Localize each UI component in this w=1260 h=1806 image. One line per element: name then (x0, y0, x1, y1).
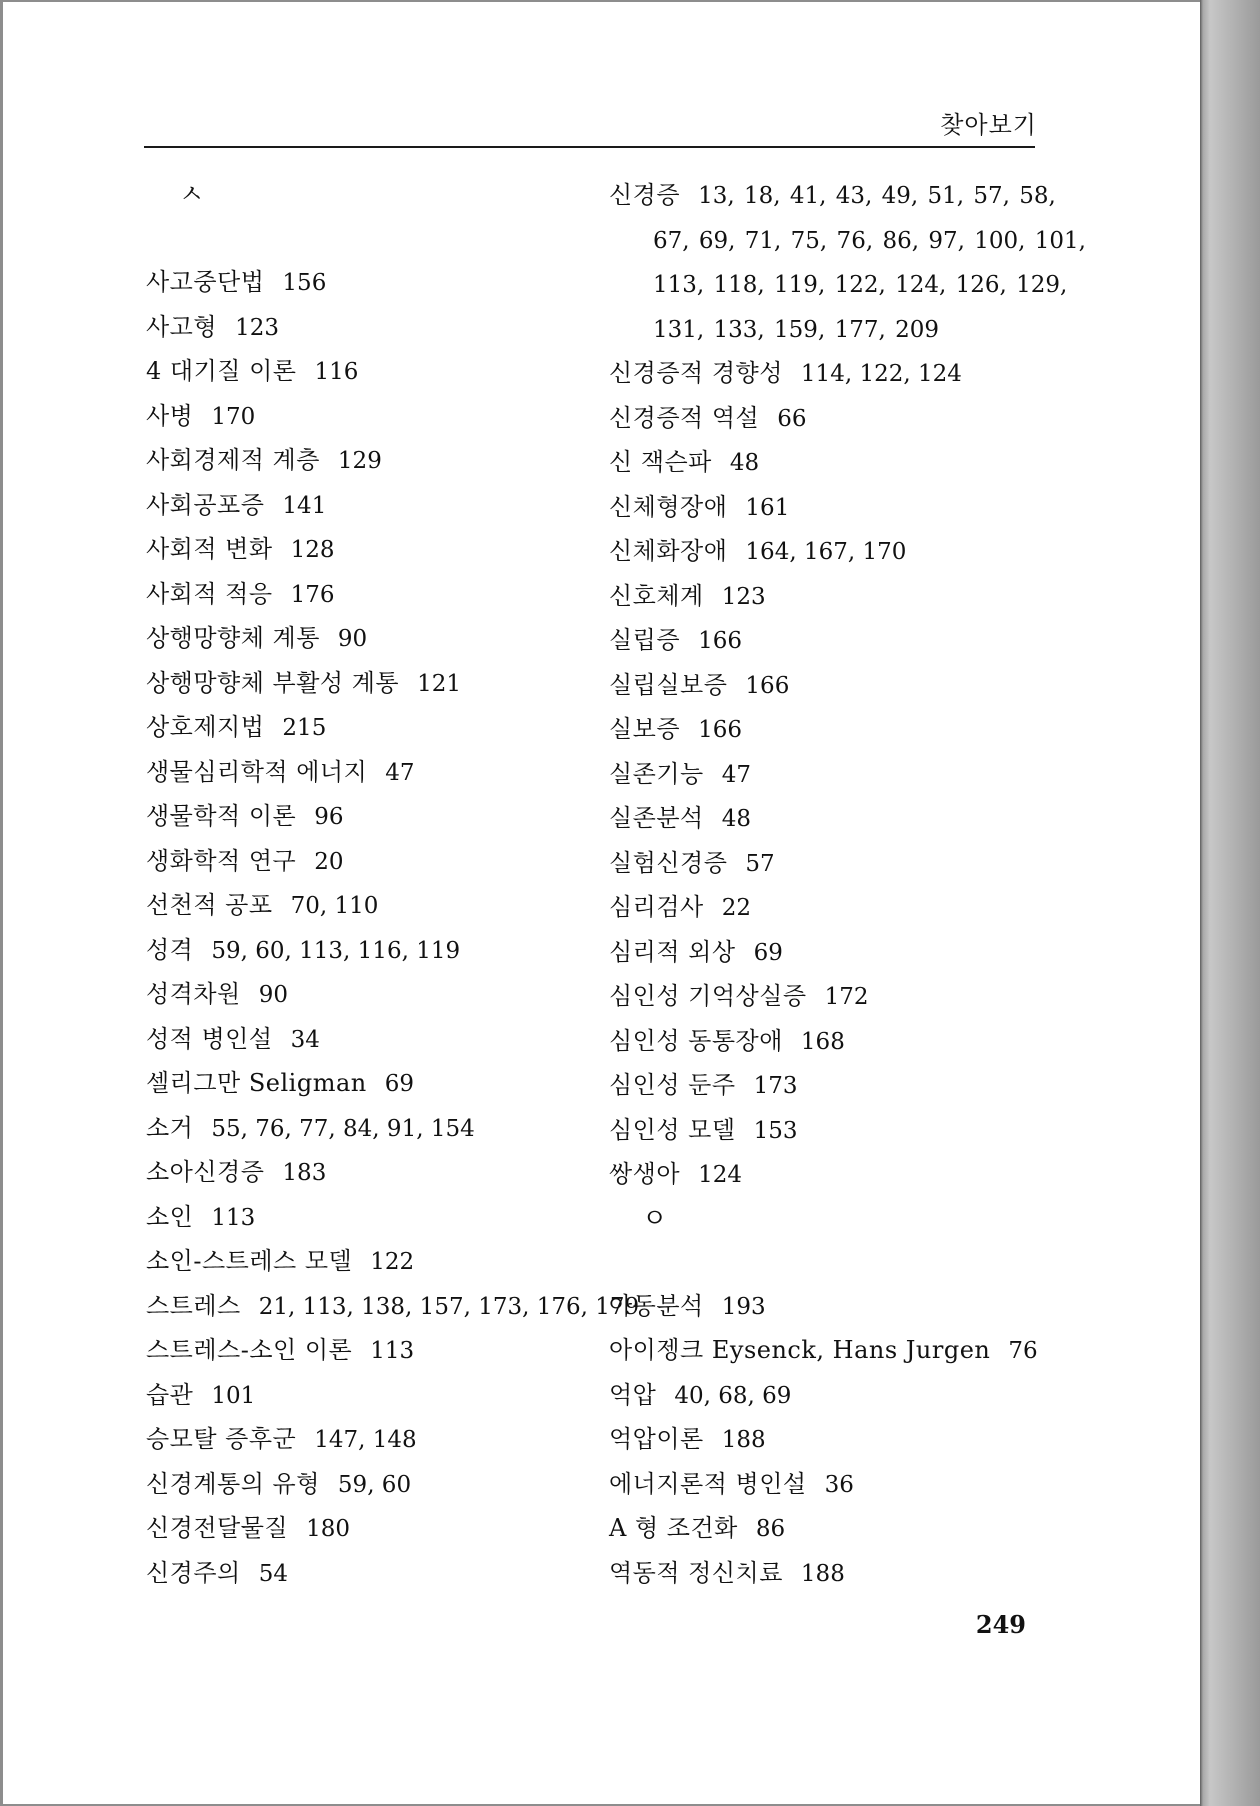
entry-term: 선천적 공포 (146, 891, 273, 919)
index-entry (609, 886, 1069, 931)
index-entry (609, 352, 1069, 397)
index-entry (146, 439, 606, 484)
entry-pages: 70, 110 (290, 893, 379, 919)
entry-term: 사회경제적 계층 (146, 446, 320, 474)
entry-term: 사병 (146, 401, 194, 430)
running-head: 찾아보기 (940, 111, 1037, 139)
entry-list-right (609, 352, 1069, 1198)
entry-term: 상행망향체 부활성 계통 (146, 668, 400, 697)
entry-term: 소인 (146, 1202, 194, 1231)
entry-pages: 59, 60, 113, 116, 119 (211, 937, 461, 964)
entry-term: 상행망향체 계통 (146, 624, 320, 652)
entry-term: 신호체계 (609, 581, 704, 610)
index-entry (146, 395, 606, 440)
entry-term: 억압 (609, 1380, 657, 1409)
index-entry (609, 708, 1069, 753)
entry-pages: 36 (824, 1471, 854, 1498)
entry-pages: 166 (745, 672, 790, 699)
entry-pages: 54 (258, 1560, 289, 1587)
entry-pages: 48 (721, 806, 752, 832)
index-entry (146, 484, 606, 529)
entry-pages: 128 (290, 537, 335, 563)
section-heading-siot: ㅅ (179, 180, 205, 210)
entry-pages: 123 (721, 583, 766, 610)
entry-term: 신체화장애 (609, 537, 728, 565)
entry-term: 실보증 (609, 715, 681, 743)
entry-pages: 161 (745, 494, 790, 521)
entry-term: A 형 조건화 (609, 1514, 738, 1542)
entry-pages: 76 (1008, 1338, 1038, 1364)
header-rule (144, 146, 1035, 148)
entry-term: 신 잭슨파 (609, 448, 712, 476)
index-entry (146, 1151, 606, 1196)
index-entry (146, 929, 606, 974)
entry-pages: 141 (282, 492, 327, 519)
index-entry (146, 795, 606, 840)
entry-term: 심리적 외상 (609, 937, 736, 966)
index-entry (609, 1507, 1069, 1552)
index-entry (146, 751, 606, 796)
index-entry (146, 617, 606, 662)
entry-pages: 173 (753, 1073, 798, 1099)
entry-pages: 176 (290, 581, 335, 608)
entry-pages: 101 (211, 1382, 256, 1409)
entry-pages: 188 (800, 1560, 845, 1587)
entry-pages: 124 (698, 1162, 742, 1188)
index-entry (146, 840, 606, 885)
entry-pages: 69 (753, 939, 783, 966)
index-entry (609, 1285, 1069, 1330)
index-entry (146, 573, 606, 618)
entry-pages: 113 (370, 1338, 415, 1364)
entry-term: 심인성 모델 (609, 1115, 736, 1144)
entry-term: 승모탈 증후군 (146, 1425, 297, 1453)
entry-pages: 147, 148 (314, 1427, 417, 1453)
book-page (3, 2, 1200, 1804)
entry-term: 사회공포증 (146, 490, 265, 519)
index-entry (609, 1064, 1069, 1109)
entry-term: 신경전달물질 (146, 1514, 289, 1542)
index-entry (146, 1463, 606, 1508)
entry-term: 소아신경증 (146, 1158, 265, 1186)
entry-term: 사회적 적응 (146, 579, 273, 608)
entry-pages: 215 (282, 715, 327, 741)
entry-pages: 57 (745, 850, 775, 877)
entry-pages: 47 (385, 759, 415, 786)
index-entry (146, 973, 606, 1018)
entry-term: 생물학적 이론 (146, 802, 297, 830)
entry-pages: 90 (258, 982, 289, 1008)
entry-term: 신체형장애 (609, 492, 728, 521)
entry-pages: 156 (282, 270, 327, 296)
index-entry (146, 662, 606, 707)
entry-term: 4 대기질 이론 (146, 357, 297, 385)
index-entry (146, 1240, 606, 1285)
index-entry (609, 797, 1069, 842)
index-entry (609, 1463, 1069, 1508)
entry-term: 실존분석 (609, 804, 704, 832)
entry-pages: 183 (282, 1160, 327, 1186)
index-entry (146, 1329, 606, 1374)
index-entry (146, 261, 606, 306)
entry-term: 성격차원 (146, 980, 241, 1008)
entry-pages: 55, 76, 77, 84, 91, 154 (211, 1115, 475, 1142)
index-entry (609, 486, 1069, 531)
index-entry (609, 1109, 1069, 1154)
entry-pages: 47 (721, 761, 752, 788)
index-entry (609, 441, 1069, 486)
index-entry (609, 753, 1069, 798)
index-entry (146, 884, 606, 929)
index-entry (146, 1062, 606, 1107)
entry-pages: 48 (729, 450, 760, 476)
entry-term: 아이젱크 Eysenck, Hans Jurgen (609, 1336, 991, 1364)
entry-term: 쌍생아 (609, 1160, 681, 1188)
index-entry (146, 1507, 606, 1552)
entry-pages: 116 (314, 359, 359, 385)
entry-term: 사고형 (146, 312, 218, 341)
index-entry (146, 1418, 606, 1463)
index-entry (609, 397, 1069, 442)
entry-pages: 166 (698, 717, 742, 743)
entry-pages: 168 (800, 1028, 845, 1055)
viewer-background-edge (1200, 0, 1260, 1806)
entry-term: 습관 (146, 1380, 194, 1409)
index-entry-lead (609, 174, 1093, 352)
entry-pages: 13, 18, 41, 43, 49, 51, 57, 58, 67, 69, 71, 75, 76, 86, 97, 100, 101, 113, 118, 119, 122, 124, 126, 129, 131, 133, 159, 177, 209 (653, 183, 1086, 343)
entry-pages: 153 (753, 1117, 798, 1144)
entry-term: 생화학적 연구 (146, 846, 297, 875)
index-entry (609, 975, 1069, 1020)
entry-term: 실립증 (609, 626, 681, 654)
entry-term: 셀리그만 Seligman (146, 1069, 367, 1097)
section-heading-ieung: ㅇ (642, 1203, 668, 1234)
entry-pages: 22 (721, 895, 752, 921)
entry-term: 실험신경증 (609, 848, 728, 877)
index-entry (609, 1020, 1069, 1065)
entry-pages: 34 (290, 1026, 320, 1053)
entry-term: 아동분석 (609, 1291, 704, 1320)
entry-term: 스트레스 (146, 1291, 241, 1320)
index-entry (146, 528, 606, 573)
page-number: 249 (975, 1610, 1026, 1639)
entry-term: 억압이론 (609, 1425, 704, 1453)
index-entry (609, 664, 1069, 709)
entry-pages: 166 (698, 628, 742, 654)
entry-term: 심인성 기억상실증 (609, 982, 807, 1010)
index-entry (609, 575, 1069, 620)
entry-term: 심인성 동통장애 (609, 1026, 783, 1055)
entry-pages: 129 (337, 448, 382, 474)
index-entry (609, 1552, 1069, 1597)
index-entry (146, 1552, 606, 1597)
entry-term: 역동적 정신치료 (609, 1558, 783, 1587)
entry-term: 신경증 (609, 181, 681, 209)
index-entry (146, 350, 606, 395)
entry-pages: 113 (211, 1204, 256, 1231)
entry-term: 사고중단법 (146, 268, 265, 296)
entry-pages: 122 (370, 1249, 415, 1275)
entry-pages: 21, 113, 138, 157, 173, 176, 179 (258, 1293, 640, 1320)
entry-pages: 40, 68, 69 (674, 1382, 792, 1409)
entry-pages: 69 (384, 1071, 415, 1097)
index-entry (609, 1153, 1069, 1198)
entry-pages: 121 (417, 670, 462, 697)
entry-list-right-2 (609, 1285, 1069, 1597)
entry-term: 성적 병인설 (146, 1024, 273, 1053)
index-entry (146, 1107, 606, 1152)
entry-pages: 59, 60 (337, 1471, 412, 1498)
entry-term: 소거 (146, 1113, 194, 1142)
entry-term: 상호제지법 (146, 713, 265, 741)
entry-term: 성격 (146, 935, 194, 964)
entry-pages: 123 (235, 314, 279, 341)
entry-term: 에너지론적 병인설 (609, 1469, 807, 1498)
entry-pages: 164, 167, 170 (745, 539, 907, 565)
entry-pages: 86 (755, 1516, 786, 1542)
index-entry (146, 706, 606, 751)
index-entry (609, 530, 1069, 575)
entry-term: 신경증적 역설 (609, 403, 760, 432)
index-entry (609, 619, 1069, 664)
entry-term: 심리검사 (609, 893, 704, 921)
entry-term: 신경증적 경향성 (609, 359, 783, 387)
index-entry (146, 1196, 606, 1241)
entry-pages: 180 (306, 1516, 351, 1542)
entry-pages: 170 (211, 403, 256, 430)
index-entry (146, 1285, 640, 1330)
entry-pages: 20 (314, 848, 344, 875)
entry-term: 생물심리학적 에너지 (146, 757, 368, 786)
entry-pages: 193 (721, 1293, 766, 1320)
entry-pages: 96 (314, 804, 344, 830)
entry-pages: 90 (337, 626, 368, 652)
entry-term: 실립실보증 (609, 670, 728, 699)
entry-term: 심인성 둔주 (609, 1071, 736, 1099)
index-entry (609, 1374, 1069, 1419)
entry-term: 스트레스-소인 이론 (146, 1336, 353, 1364)
entry-pages: 114, 122, 124 (800, 361, 962, 387)
entry-term: 신경주의 (146, 1558, 241, 1587)
entry-term: 실존기능 (609, 759, 704, 788)
index-entry (609, 931, 1069, 976)
index-entry (146, 306, 606, 351)
index-entry (146, 1018, 606, 1063)
index-entry (609, 1418, 1069, 1463)
index-column-right (609, 174, 1086, 1596)
index-entry (609, 842, 1069, 887)
index-entry (146, 1374, 606, 1419)
index-entry (609, 1329, 1069, 1374)
entry-term: 신경계통의 유형 (146, 1469, 320, 1498)
entry-pages: 188 (721, 1427, 766, 1453)
entry-term: 사회적 변화 (146, 535, 273, 563)
entry-pages: 66 (777, 405, 807, 432)
entry-term: 소인-스트레스 모델 (146, 1247, 353, 1275)
entry-pages: 172 (824, 984, 869, 1010)
